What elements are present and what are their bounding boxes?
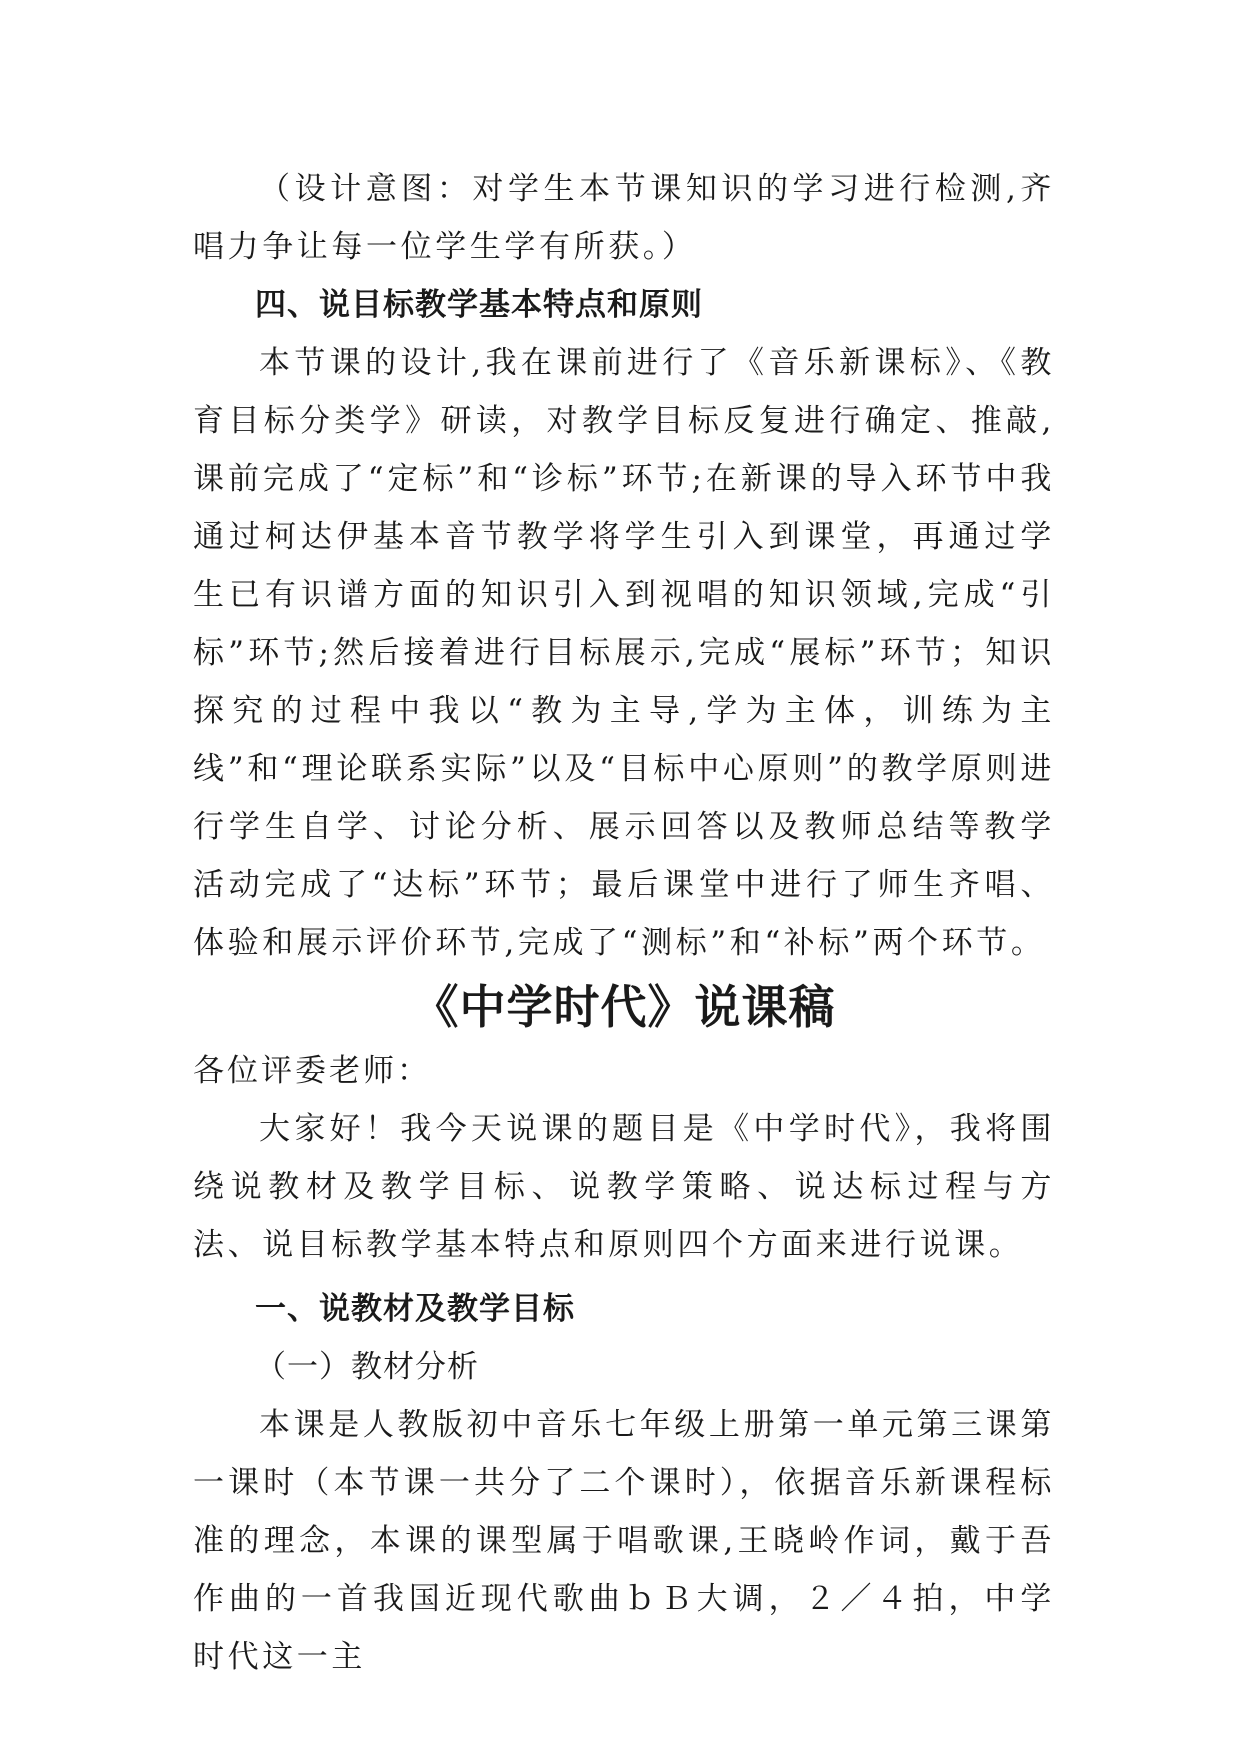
intro-paragraph: 大家好！我今天说课的题目是《中学时代》，我将围绕说教材及教学目标、说教学策略、说达标过程与方法、说目标教学基本特点和原则四个方面来进行说课。: [193, 1111, 1055, 1263]
section-four-heading: 四、说目标教学基本特点和原则: [255, 287, 703, 323]
section-four-paragraph: 本节课的设计,我在课前进行了《音乐新课标》、《教育目标分类学》研读，对教学目标反复进行确定、推敲,课前完成了“定标”和“诊标”环节;在新课的导入环节中我通过柯达伊基本音节教学将学生引入到课堂，再通过学生已有识谱方面的知识引入到视唱的知识领域,完成“引标”环节;然后接着进行目标展示,完成“展标”环节；知识探究的过程中我以“教为主导,学为主体，训练为主线”和“理论联系实际”以及“目标中心原则”的教学原则进行学生自学、讨论分析、展示回答以及教师总结等教学活动完成了“达标”环节；最后课堂中进行了师生齐唱、体验和展示评价环节,完成了“测标”和“补标”两个环节。: [193, 345, 1055, 961]
section-one-subheading: （一）教材分析: [255, 1349, 479, 1385]
section-one-heading: 一、说教材及教学目标: [255, 1291, 575, 1327]
salutation: 各位评委老师：: [193, 1053, 431, 1089]
document-title: 《中学时代》说课稿: [412, 980, 836, 1034]
section-one-paragraph: 本课是人教版初中音乐七年级上册第一单元第三课第一课时（本节课一共分了二个课时），依据音乐新课程标准的理念，本课的课型属于唱歌课,王晓岭作词，戴于吾作曲的一首我国近现代歌曲ｂＢ大调，２／４拍，中学时代这一主: [193, 1407, 1055, 1675]
document-body: [193, 160, 1055, 1686]
design-intent-paragraph: （设计意图：对学生本节课知识的学习进行检测,齐唱力争让每一位学生学有所获。）: [193, 171, 1055, 265]
